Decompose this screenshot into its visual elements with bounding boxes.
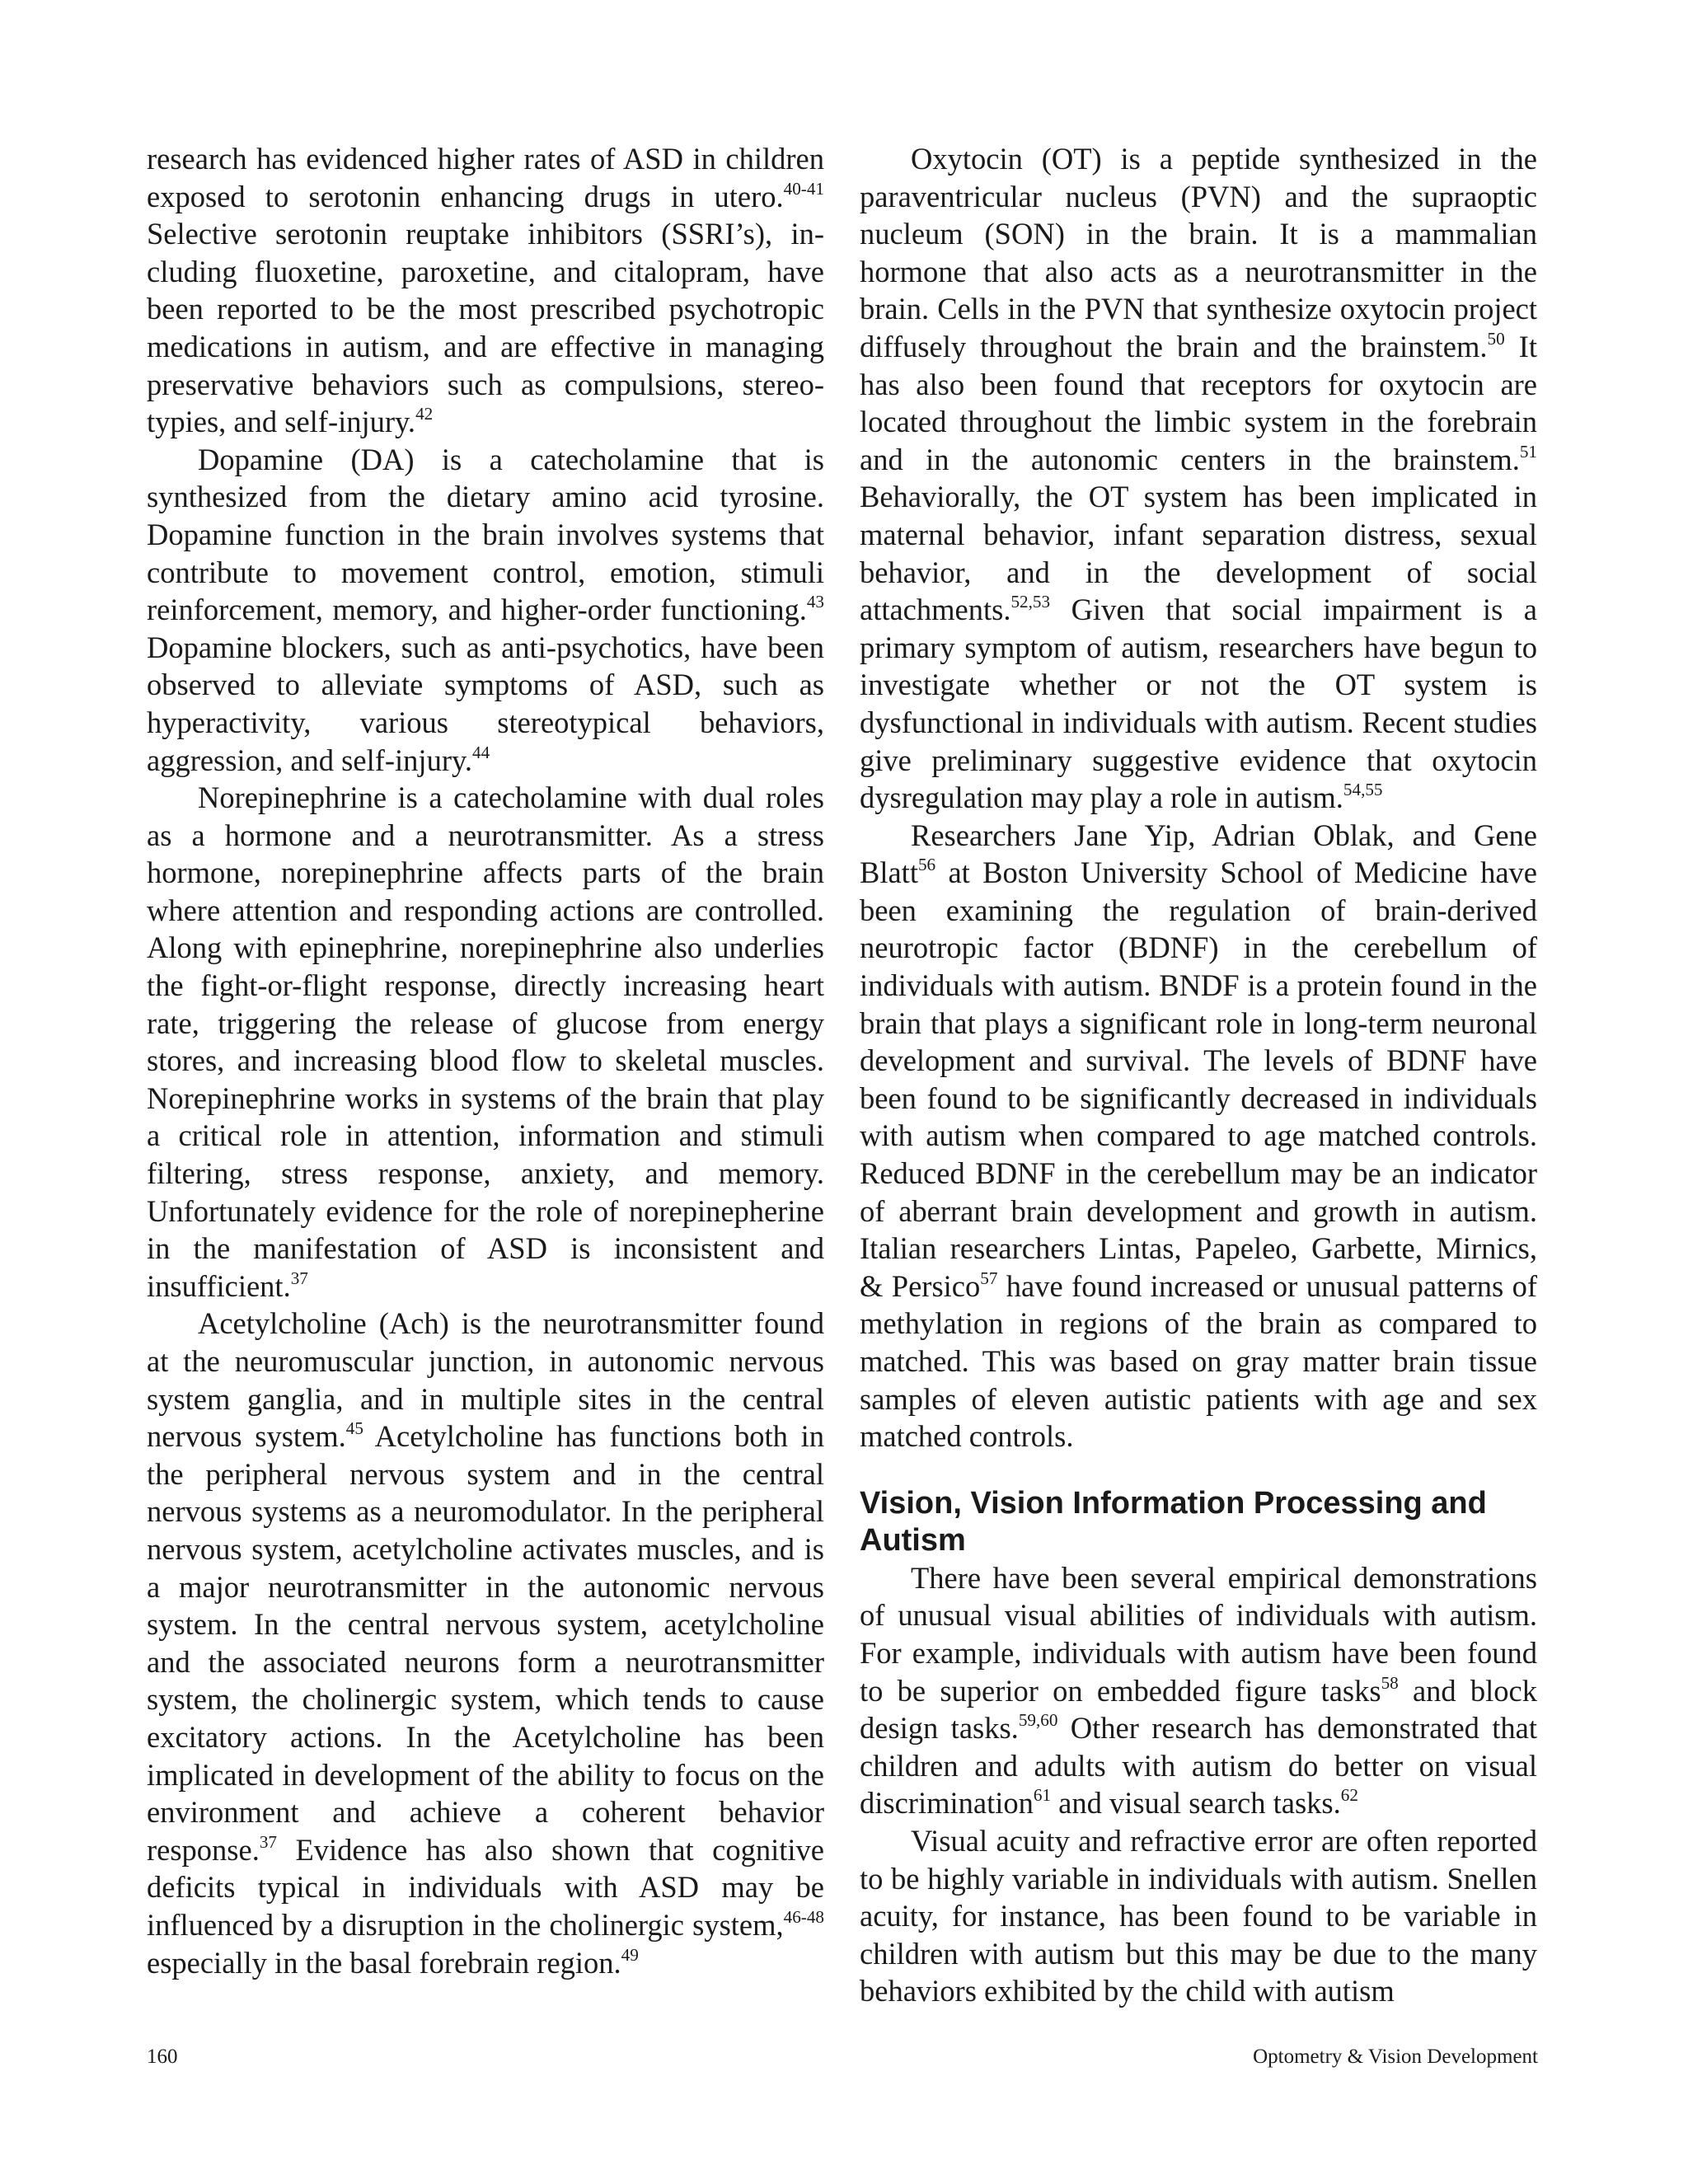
paragraph-dopamine (147, 441, 824, 779)
citation-ref: 51 (1519, 441, 1537, 462)
paragraph-text: Researchers Jane Yip, Adrian Oblak, and Gene Blatt (860, 818, 1537, 890)
paragraph-text: Behaviorally, the OT system has been implicated in maternal behavior, infant separation distress, sexual behavior, and in the development of social attachments. (860, 480, 1537, 627)
paragraph-text: Visual acuity and refractive error are often reported to be highly variable in individuals with autism. Snellen acuity, for instance, has been found to be variable in children with autism but this may be due to the many behaviors exhibited by the child with autism (860, 1823, 1537, 2008)
journal-name: Optometry & Vision Development (1253, 2046, 1538, 2068)
paragraph-text: at Boston University School of Medicine have been examining the regulation of brain-derived neurotropic factor (BDNF) in the cerebellum of individuals with autism. BNDF is a protein found in the brain that plays a significant role in long-term neuronal development and survival. The levels of BDNF have been found to be significantly decreased in individuals with autism when compared to age matched controls. Reduced BDNF in the cerebellum may be an indicator of aberrant brain development and growth in autism. Italian researchers Lintas, Papeleo, Garbette, Mirnics, & Persico (860, 855, 1537, 1303)
citation-ref: 40-41 (783, 178, 824, 199)
citation-ref: 37 (290, 1268, 308, 1288)
paragraph-text: and visual search tasks. (1051, 1786, 1341, 1821)
citation-ref: 61 (1033, 1785, 1052, 1806)
citation-ref: 49 (621, 1944, 639, 1965)
paragraph-oxytocin (860, 140, 1537, 817)
section-heading: Vision, Vision Information Processing and Autism (860, 1485, 1487, 1558)
citation-ref: 57 (980, 1268, 998, 1288)
paragraph-text: Dopamine (DA) is a catecholamine that is synthesized from the dietary amino acid tyrosine. Dopamine function in the brain involves systems that contribute to movement control, emotion, stimuli reinforcement, memory, and higher-order functioning. (147, 442, 824, 627)
paragraph-text: Norepinephrine is a catecholamine with dual roles as a hormone and a neurotransmitter. As a stress hormone, norepinephrine affects parts of the brain where attention and responding actions are controlled. Along with epinephrine, norepinephrine also underlies the fight-or-flight response, directly increasing heart rate, triggering the release of glucose from energy stores, and increasing blood flow to skeletal muscles. Norepinephrine works in systems of the brain that play a critical role in attention, information and stimuli filtering, stress response, anxiety, and memory. Unfortunately evidence for the role of norepinepherine in the manifestation of ASD is inconsistent and insufficient. (147, 780, 824, 1303)
citation-ref: 52,53 (1010, 591, 1051, 612)
paragraph-norepinephrine (147, 779, 824, 1305)
paragraph-text: Acetylcholine (Ach) is the neurotransmitter found at the neuromuscular junction, in autonomic nervous system ganglia, and in multiple sites in the central nervous system. (147, 1306, 824, 1454)
citation-ref: 45 (345, 1418, 363, 1438)
paragraph-text: There have been several empirical demonstrations of unusual visual abilities of individuals with autism. For example, individuals with autism have been found to be superior on embedded figure tasks (860, 1560, 1537, 1708)
paragraph-visual-abilities (860, 1559, 1537, 1822)
paragraph-text: research has evidenced higher rates of ASD in children exposed to serotonin enhancing drugs in utero. (147, 142, 824, 213)
citation-ref: 50 (1487, 328, 1505, 349)
paragraph-text: Oxytocin (OT) is a peptide synthesized in the paraventricular nucleus (PVN) and the supraoptic nucleum (SON) in the brain. It is a mammalian hormone that also acts as a neurotransmitter in the brain. Cells in the PVN that synthesize oxytocin project diffusely throughout the brain and the brainstem. (860, 142, 1537, 363)
paragraph-text: especially in the basal forebrain region. (147, 1945, 621, 1980)
paragraph-text: Dopamine blockers, such as anti-psychotics, have been observed to alleviate symptoms of ASD, such as hyperactivity, various stereotypical behaviors, aggression, and self-injury. (147, 630, 824, 777)
left-column (147, 140, 824, 1981)
page-number: 160 (147, 2046, 178, 2068)
citation-ref: 43 (806, 591, 824, 612)
citation-ref: 37 (259, 1831, 277, 1852)
citation-ref: 46-48 (783, 1906, 824, 1927)
citation-ref: 42 (415, 403, 434, 424)
paragraph-text: Selective serotonin reuptake inhibitors (SSRI’s), including fluoxetine, paroxetine, and citalopram, have been reported to be the most prescribed psychotropic medications in autism, and are effective in managing preservative behaviors such as compulsions, stereotypies, and self-injury. (147, 217, 824, 439)
right-column (860, 140, 1537, 2010)
paragraph-text: have found increased or unusual patterns of methylation in regions of the brain as compared to matched. This was based on gray matter brain tissue samples of eleven autistic patients with age and sex matched controls. (860, 1268, 1537, 1454)
paragraph-acetylcholine (147, 1305, 824, 1981)
paragraph-text: Evidence has also shown that cognitive deficits typical in individuals with ASD may be influenced by a disruption in the cholinergic system, (147, 1832, 824, 1942)
paragraph-text: Given that social impairment is a primary symptom of autism, researchers have begun to investigate whether or not the OT system is dysfunctional in individuals with autism. Recent studies give preliminary suggestive evidence that oxytocin dysregulation may play a role in autism. (860, 593, 1537, 815)
citation-ref: 56 (917, 855, 936, 875)
citation-ref: 44 (471, 742, 490, 762)
citation-ref: 58 (1381, 1672, 1399, 1693)
paragraph-text: and block design tasks. (860, 1673, 1537, 1746)
citation-ref: 59,60 (1018, 1709, 1058, 1730)
paragraph-bdnf (860, 817, 1537, 1455)
paragraph-text: Acetylcholine has functions both in the peripheral nervous system and in the central nervous systems as a neuromodulator. In the peripheral nervous system, acetylcholine activates muscles, and is a major neurotransmitter in the autonomic nervous system. In the central nervous system, acetylcholine and the associated neurons form a neurotransmitter system, the cholinergic system, which tends to cause excitatory actions. In the Acetylcholine has been implicated in development of the ability to focus on the environment and achieve a coherent behavior response. (147, 1419, 824, 1867)
citation-ref: 54,55 (1343, 779, 1383, 799)
paragraph-text: It has also been found that receptors for oxytocin are located throughout the limbic system in the forebrain and in the autonomic centers in the brainstem. (860, 329, 1537, 476)
paragraph-visual-acuity (860, 1822, 1537, 2010)
citation-ref: 62 (1340, 1785, 1358, 1806)
paragraph-serotonin (147, 140, 824, 441)
paragraph-text: Other research has demonstrated that children and adults with autism do better on visual discrimination (860, 1711, 1538, 1821)
